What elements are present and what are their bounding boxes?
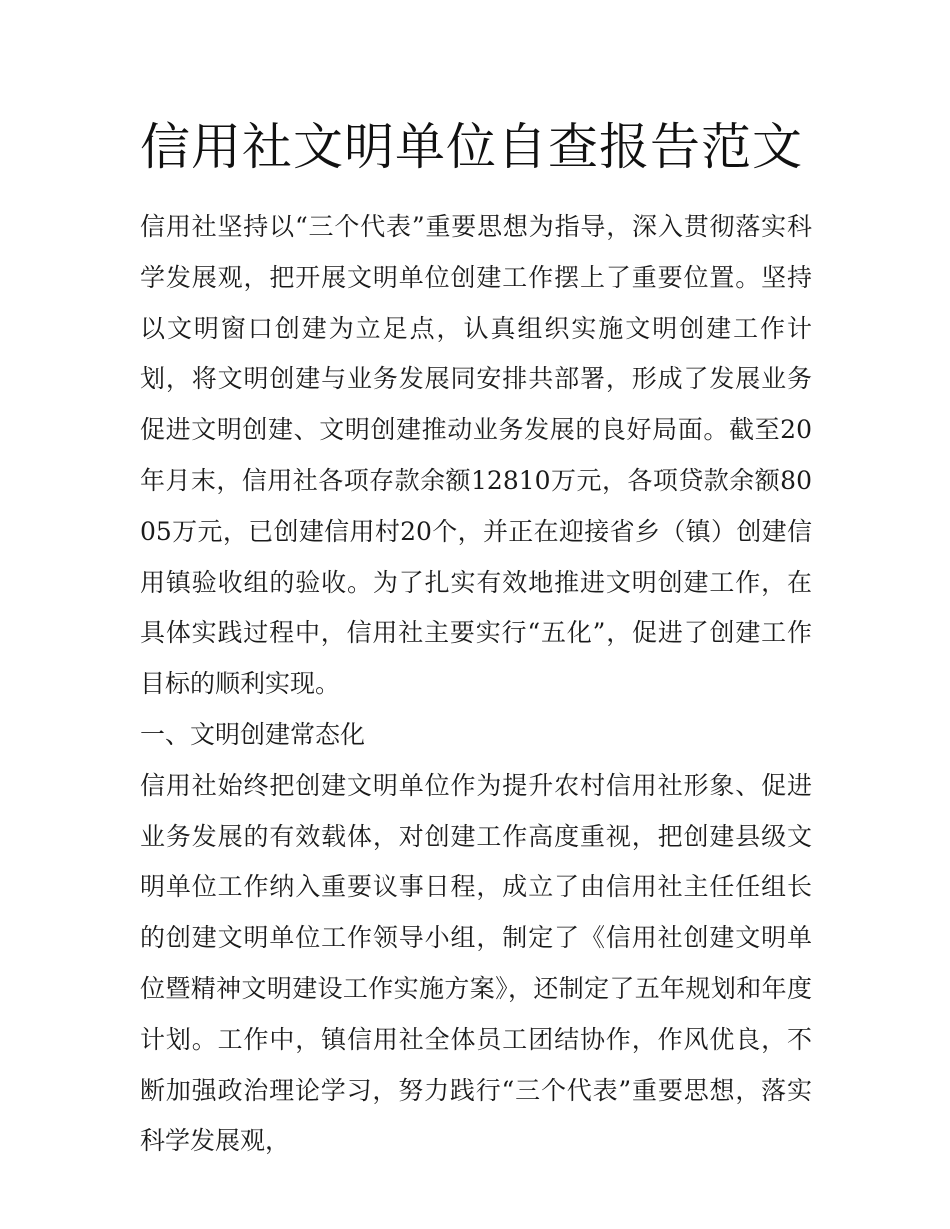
document-title: 信用社文明单位自查报告范文 xyxy=(140,118,803,176)
section-paragraph: 信用社始终把创建文明单位作为提升农村信用社形象、促进业务发展的有效载体，对创建工作高度重视，把创建县级文明单位工作纳入重要议事日程，成立了由信用社主任任组长的创建文明单位工作领导小组，制定了《信用社创建文明单位暨精神文明建设工作实施方案》，还制定了五年规划和年度计划。工作中，镇信用社全体员工团结协作，作风优良，不断加强政治理论学习，努力践行“三个代表”重要思想，落实科学发展观， xyxy=(140,770,812,1156)
document-body xyxy=(140,112,812,1167)
intro-paragraph: 信用社坚持以“三个代表”重要思想为指导，深入贯彻落实科学发展观，把开展文明单位创建工作摆上了重要位置。坚持以文明窗口创建为立足点，认真组织实施文明创建工作计划，将文明创建与业务发展同安排共部署，形成了发展业务促进文明创建、文明创建推动业务发展的良好局面。截至20年月末，信用社各项存款余额12810万元，各项贷款余额8005万元，已创建信用村20个，并正在迎接省乡（镇）创建信用镇验收组的验收。为了扎实有效地推进文明创建工作，在具体实践过程中，信用社主要实行“五化”，促进了创建工作目标的顺利实现。 xyxy=(140,212,812,699)
section-heading: 一、文明创建常态化 xyxy=(140,719,366,749)
